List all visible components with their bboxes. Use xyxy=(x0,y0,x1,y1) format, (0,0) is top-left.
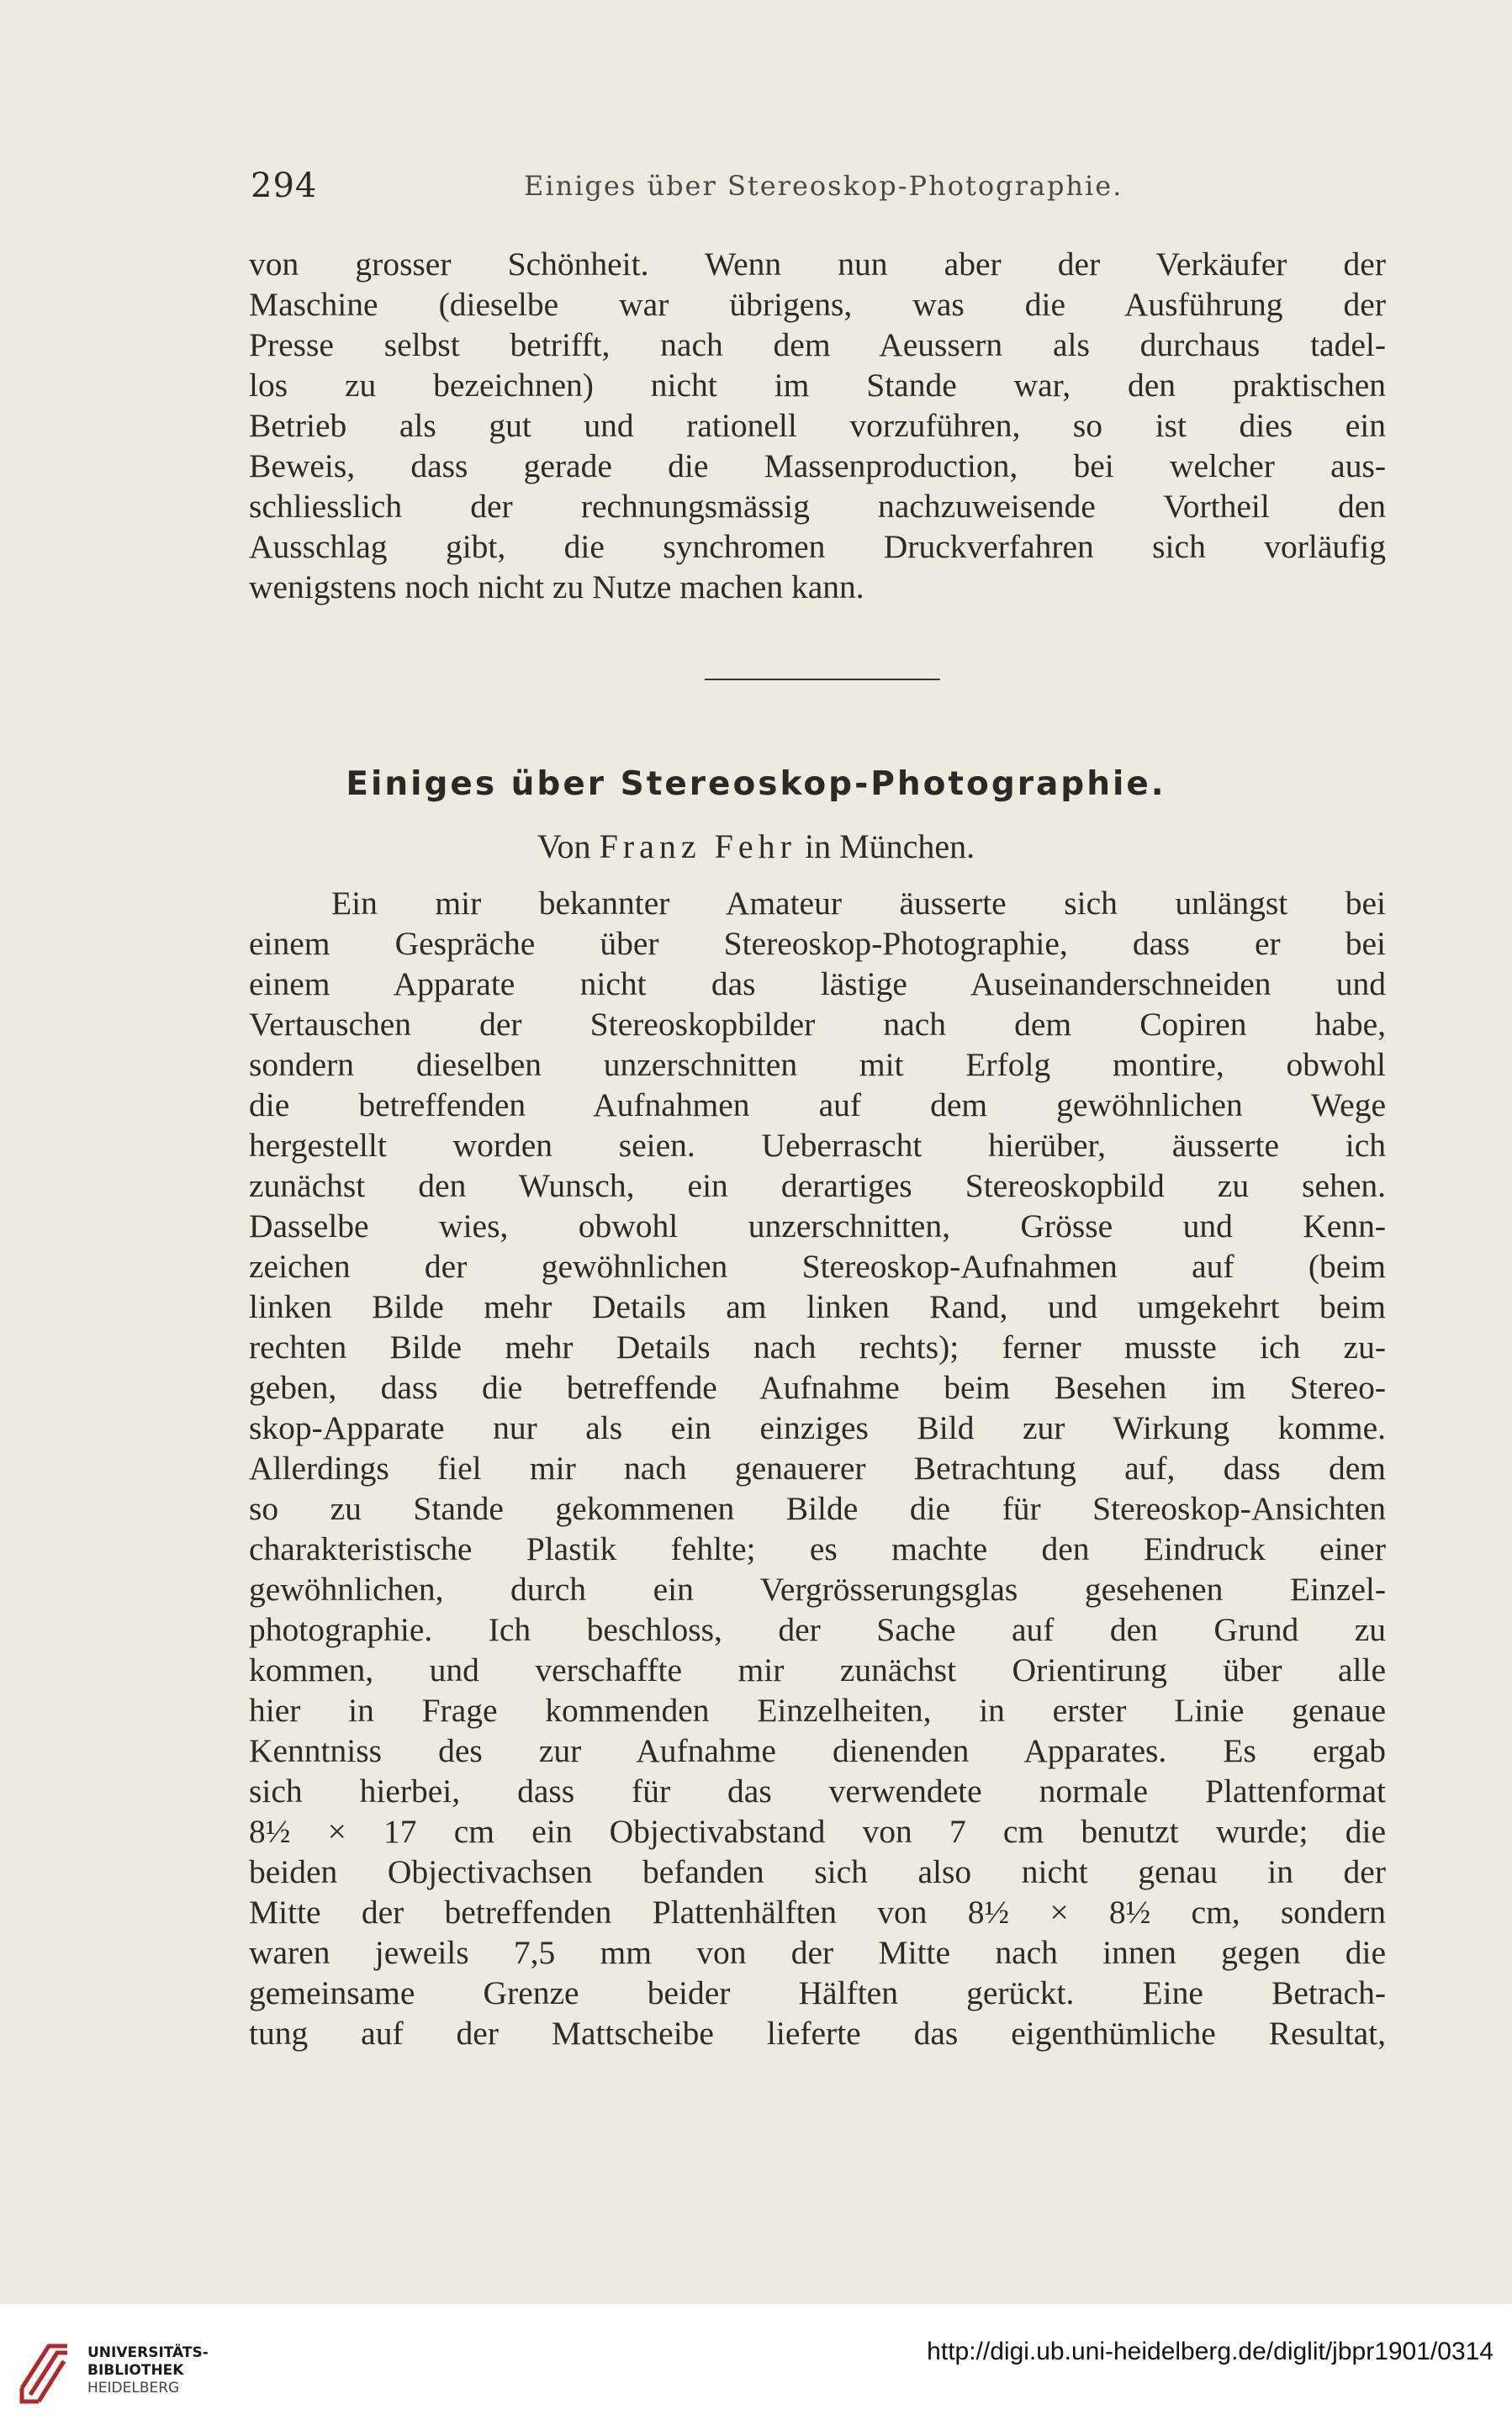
library-logo-icon xyxy=(15,2329,74,2405)
text-line: Kenntniss des zur Aufnahme dienenden Apparates. Es ergab xyxy=(249,1732,1386,1769)
text-line: tung auf der Mattscheibe lieferte das eigenthümliche Resultat, xyxy=(249,2015,1386,2052)
text-line: 8½ × 17 cm ein Objectivabstand von 7 cm benutzt wurde; die xyxy=(249,1813,1386,1850)
text-line: hergestellt worden seien. Ueberrascht hierüber, äusserte ich xyxy=(249,1127,1386,1164)
article-paragraph xyxy=(249,883,1386,2053)
text-line: sondern dieselben unzerschnitten mit Erfolg montire, obwohl xyxy=(249,1046,1386,1083)
library-footer xyxy=(0,2304,1512,2436)
article-byline xyxy=(0,827,1512,866)
text-line: waren jeweils 7,5 mm von der Mitte nach innen gegen die xyxy=(249,1934,1386,1971)
text-line: Maschine (dieselbe war übrigens, was die Ausführung der xyxy=(249,286,1386,323)
text-line: hier in Frage kommenden Einzelheiten, in erster Linie genaue xyxy=(249,1692,1386,1729)
text-line: gemeinsame Grenze beider Hälften gerückt. Eine Betrach- xyxy=(249,1974,1386,2011)
library-name-line2: BIBLIOTHEK xyxy=(87,2362,184,2379)
text-line: Vertauschen der Stereoskopbilder nach dem Copiren habe, xyxy=(249,1006,1386,1043)
section-divider xyxy=(705,679,940,680)
text-line: einem Gespräche über Stereoskop-Photographie, dass er bei xyxy=(249,925,1386,962)
text-line: los zu bezeichnen) nicht im Stande war, den praktischen xyxy=(249,367,1386,404)
text-line: Dasselbe wies, obwohl unzerschnitten, Grösse und Kenn- xyxy=(249,1207,1386,1244)
text-line: linken Bilde mehr Details am linken Rand, und umgekehrt beim xyxy=(249,1288,1386,1325)
text-line: Beweis, dass gerade die Massenproduction, bei welcher aus- xyxy=(249,447,1386,484)
text-line: rechten Bilde mehr Details nach rechts); ferner musste ich zu- xyxy=(249,1329,1386,1366)
text-line: beiden Objectivachsen befanden sich also nicht genau in der xyxy=(249,1853,1386,1890)
text-line: so zu Stande gekommenen Bilde die für Stereoskop-Ansichten xyxy=(249,1490,1386,1527)
text-line: Allerdings fiel mir nach genauerer Betrachtung auf, dass dem xyxy=(249,1450,1386,1487)
source-url-link[interactable]: http://digi.ub.uni-heidelberg.de/diglit/jbpr1901/0314 xyxy=(927,2338,1493,2365)
library-name xyxy=(87,2344,209,2397)
text-line: Mitte der betreffenden Plattenhälften von 8½ × 8½ cm, sondern xyxy=(249,1894,1386,1931)
text-line: sich hierbei, dass für das verwendete normale Plattenformat xyxy=(249,1773,1386,1810)
text-line: skop-Apparate nur als ein einziges Bild zur Wirkung komme. xyxy=(249,1409,1386,1446)
text-line: Ausschlag gibt, die synchromen Druckverfahren sich vorläufig xyxy=(249,528,1386,565)
text-line: Presse selbst betrifft, nach dem Aeussern als durchaus tadel- xyxy=(249,326,1386,363)
library-name-line1: UNIVERSITÄTS- xyxy=(87,2344,209,2361)
continued-paragraph xyxy=(249,244,1386,607)
text-line: wenigstens noch nicht zu Nutze machen kann. xyxy=(249,568,864,605)
text-line: photographie. Ich beschloss, der Sache auf den Grund zu xyxy=(249,1611,1386,1648)
article-title: Einiges über Stereoskop-Photographie. xyxy=(346,765,1166,803)
page-number: 294 xyxy=(251,166,318,205)
text-line: Betrieb als gut und rationell vorzuführen, so ist dies ein xyxy=(249,407,1386,444)
running-title: Einiges über Stereoskop-Photographie. xyxy=(524,170,1123,202)
byline-suffix: in München. xyxy=(804,827,975,865)
byline-prefix: Von xyxy=(537,827,591,865)
text-line: zeichen der gewöhnlichen Stereoskop-Aufnahmen auf (beim xyxy=(249,1248,1386,1285)
text-line: schliesslich der rechnungsmässig nachzuweisende Vortheil den xyxy=(249,488,1386,525)
text-line: geben, dass die betreffende Aufnahme beim Besehen im Stereo- xyxy=(249,1369,1386,1406)
byline-author: Franz Fehr xyxy=(599,827,796,865)
page-header xyxy=(251,166,1394,209)
text-line: charakteristische Plastik fehlte; es machte den Eindruck einer xyxy=(249,1530,1386,1567)
library-name-line3: HEIDELBERG xyxy=(87,2380,180,2396)
text-line: einem Apparate nicht das lästige Auseinanderschneiden und xyxy=(249,965,1386,1002)
text-line: zunächst den Wunsch, ein derartiges Stereoskopbild zu sehen. xyxy=(249,1167,1386,1204)
text-line: gewöhnlichen, durch ein Vergrösserungsglas gesehenen Einzel- xyxy=(249,1571,1386,1608)
text-line: Ein mir bekannter Amateur äusserte sich unlängst bei xyxy=(331,885,1386,922)
text-line: kommen, und verschaffte mir zunächst Orientirung über alle xyxy=(249,1651,1386,1688)
text-line: von grosser Schönheit. Wenn nun aber der Verkäufer der xyxy=(249,246,1386,283)
text-line: die betreffenden Aufnahmen auf dem gewöhnlichen Wege xyxy=(249,1086,1386,1123)
